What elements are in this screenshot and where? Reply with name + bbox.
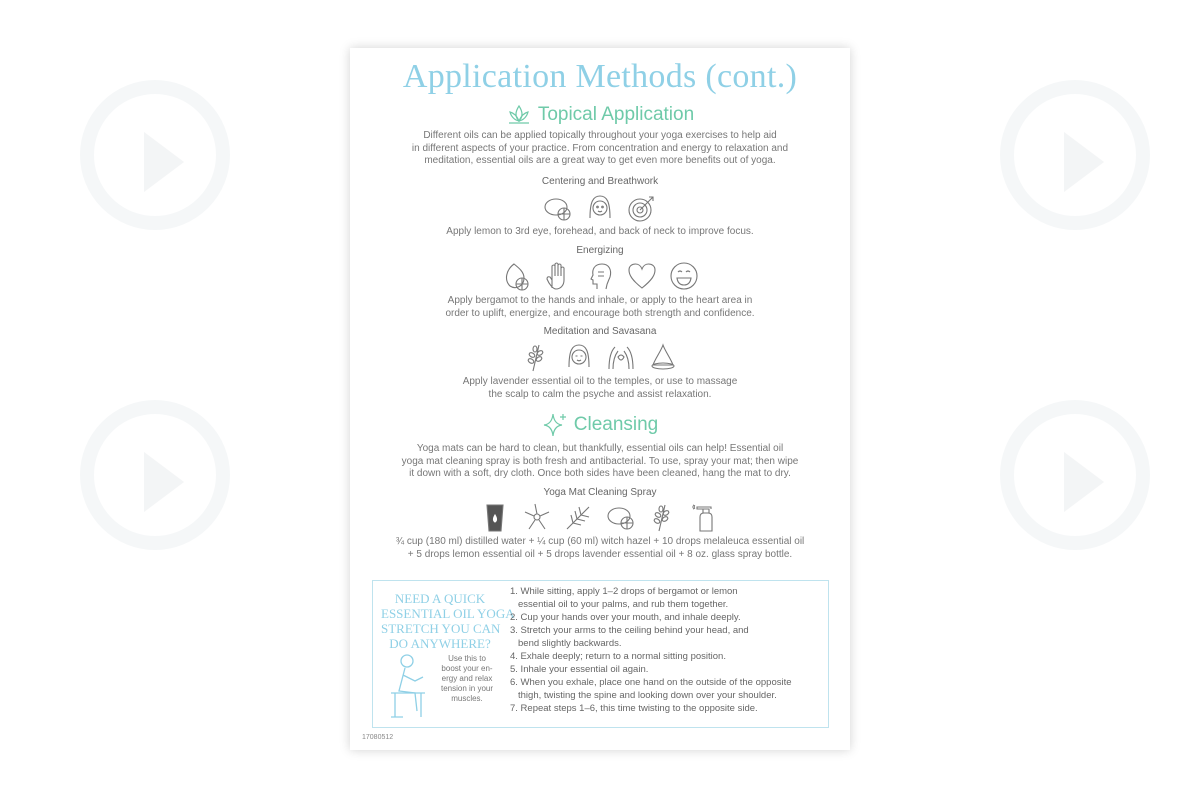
- centering-title: Centering and Breathwork: [541, 176, 659, 187]
- cleansing-intro: [380, 443, 820, 481]
- witch-hazel-icon: [521, 501, 553, 533]
- energizing-text-line: Apply bergamot to the hands and inhale, or apply to the heart area in: [447, 295, 753, 306]
- cleansing-intro-line: Yoga mats can be hard to clean, but thankfully, essential oils can help! Essential oil: [416, 443, 784, 454]
- quick-title-line: DO ANYWHERE?: [389, 636, 491, 651]
- lotus-icon: [506, 102, 532, 128]
- step-line: essential oil to your palms, and rub them together.: [518, 599, 729, 610]
- topical-intro-line: Different oils can be applied topically throughout your yoga exercises to help aid: [423, 130, 777, 141]
- spray-bottle-icon: [689, 501, 721, 533]
- quick-title-line: STRETCH YOU CAN: [381, 621, 501, 636]
- topical-intro: [380, 130, 820, 168]
- sparkle-icon: [542, 412, 568, 438]
- quick-side-line: boost your en-: [441, 664, 493, 673]
- topical-intro-line: meditation, essential oils are a great way to get even more benefits out of yoga.: [424, 155, 776, 166]
- cleansing-heading-text: Cleansing: [573, 414, 659, 435]
- sitting-person-icon: [385, 651, 435, 721]
- step-line: 3. Stretch your arms to the ceiling behind your head, and: [510, 625, 749, 636]
- hand-icon: [542, 260, 574, 292]
- step-line: 5. Inhale your essential oil again.: [510, 664, 649, 675]
- topical-heading-text: Topical Application: [537, 104, 695, 125]
- step-line: 4. Exhale deeply; return to a normal sitting position.: [510, 651, 726, 662]
- head-profile-icon: [584, 260, 616, 292]
- step-line: 1. While sitting, apply 1–2 drops of bergamot or lemon: [510, 586, 738, 597]
- step-line: bend slightly backwards.: [518, 638, 622, 649]
- step-line: 6. When you exhale, place one hand on the outside of the opposite: [510, 677, 792, 688]
- smiley-icon: [668, 260, 700, 292]
- centering-text: [380, 226, 820, 239]
- cleansing-intro-line: yoga mat cleaning spray is both fresh and antibacterial. To use, spray your mat; then wipe: [401, 455, 799, 467]
- topical-intro-line: in different aspects of your practice. From concentration and energy to relaxation and: [411, 142, 789, 154]
- quick-side-line: tension in your: [440, 684, 494, 693]
- massage-hands-icon: [605, 341, 637, 373]
- background-watermark-icon: [1000, 80, 1150, 230]
- energizing-icons: [350, 260, 850, 292]
- cleansing-intro-line: it down with a soft, dry cloth. Once both sides have been cleaned, hang the mat to dry.: [409, 468, 791, 479]
- lavender-icon: [521, 341, 553, 373]
- bergamot-icon: [500, 260, 532, 292]
- quick-stretch-title: [381, 591, 515, 651]
- meditation-text-line: the scalp to calm the psyche and assist relaxation.: [488, 388, 712, 400]
- quick-stretch-box: [372, 580, 829, 728]
- meditation-icons: [350, 341, 850, 373]
- recipe-icons: [350, 501, 850, 533]
- recipe-text: [380, 536, 820, 561]
- quick-side-text: [435, 654, 499, 704]
- face-icon: [563, 341, 595, 373]
- step-line: 7. Repeat steps 1–6, this time twisting to the opposite side.: [510, 703, 758, 714]
- energizing-title: Energizing: [576, 245, 624, 256]
- diffuser-icon: [647, 341, 679, 373]
- melaleuca-icon: [563, 501, 595, 533]
- lavender-icon: [647, 501, 679, 533]
- energizing-text: [380, 295, 820, 320]
- document-code: 17080512: [362, 734, 394, 741]
- quick-title-line: NEED A QUICK: [394, 591, 486, 606]
- step-line: thigh, twisting the spine and looking down over your shoulder.: [518, 690, 777, 701]
- face-icon: [584, 192, 616, 224]
- lemon-icon: [605, 501, 637, 533]
- centering-icons: [350, 192, 850, 224]
- centering-text-line: Apply lemon to 3rd eye, forehead, and back of neck to improve focus.: [446, 226, 754, 237]
- energizing-text-line: order to uplift, energize, and encourage both strength and confidence.: [445, 307, 755, 319]
- lemon-icon: [542, 192, 574, 224]
- page-title: Application Methods (cont.): [402, 58, 798, 95]
- quick-side-line: Use this to: [448, 654, 486, 663]
- meditation-title: Meditation and Savasana: [543, 326, 657, 337]
- meditation-text: [380, 376, 820, 401]
- water-cup-icon: [479, 501, 511, 533]
- recipe-text-line: ¾ cup (180 ml) distilled water + ¼ cup (60 ml) witch hazel + 10 drops melaleuca essential oil: [395, 536, 805, 547]
- background-watermark-icon: [1000, 400, 1150, 550]
- quick-side-line: muscles.: [451, 694, 483, 703]
- quick-title-line: ESSENTIAL OIL YOGA: [381, 606, 515, 621]
- step-line: 2. Cup your hands over your mouth, and inhale deeply.: [510, 612, 741, 623]
- quick-side-line: ergy and relax: [441, 674, 493, 683]
- meditation-text-line: Apply lavender essential oil to the temples, or use to massage: [462, 376, 738, 387]
- background-watermark-icon: [80, 80, 230, 230]
- cleansing-heading: [350, 412, 850, 438]
- recipe-title: Yoga Mat Cleaning Spray: [543, 487, 657, 498]
- heart-icon: [626, 260, 658, 292]
- background-watermark-icon: [80, 400, 230, 550]
- stretch-steps-list: [507, 585, 823, 715]
- recipe-text-line: + 5 drops lemon essential oil + 5 drops lavender essential oil + 8 oz. glass spray bottle.: [407, 548, 793, 560]
- topical-heading: [350, 102, 850, 128]
- target-icon: [626, 192, 658, 224]
